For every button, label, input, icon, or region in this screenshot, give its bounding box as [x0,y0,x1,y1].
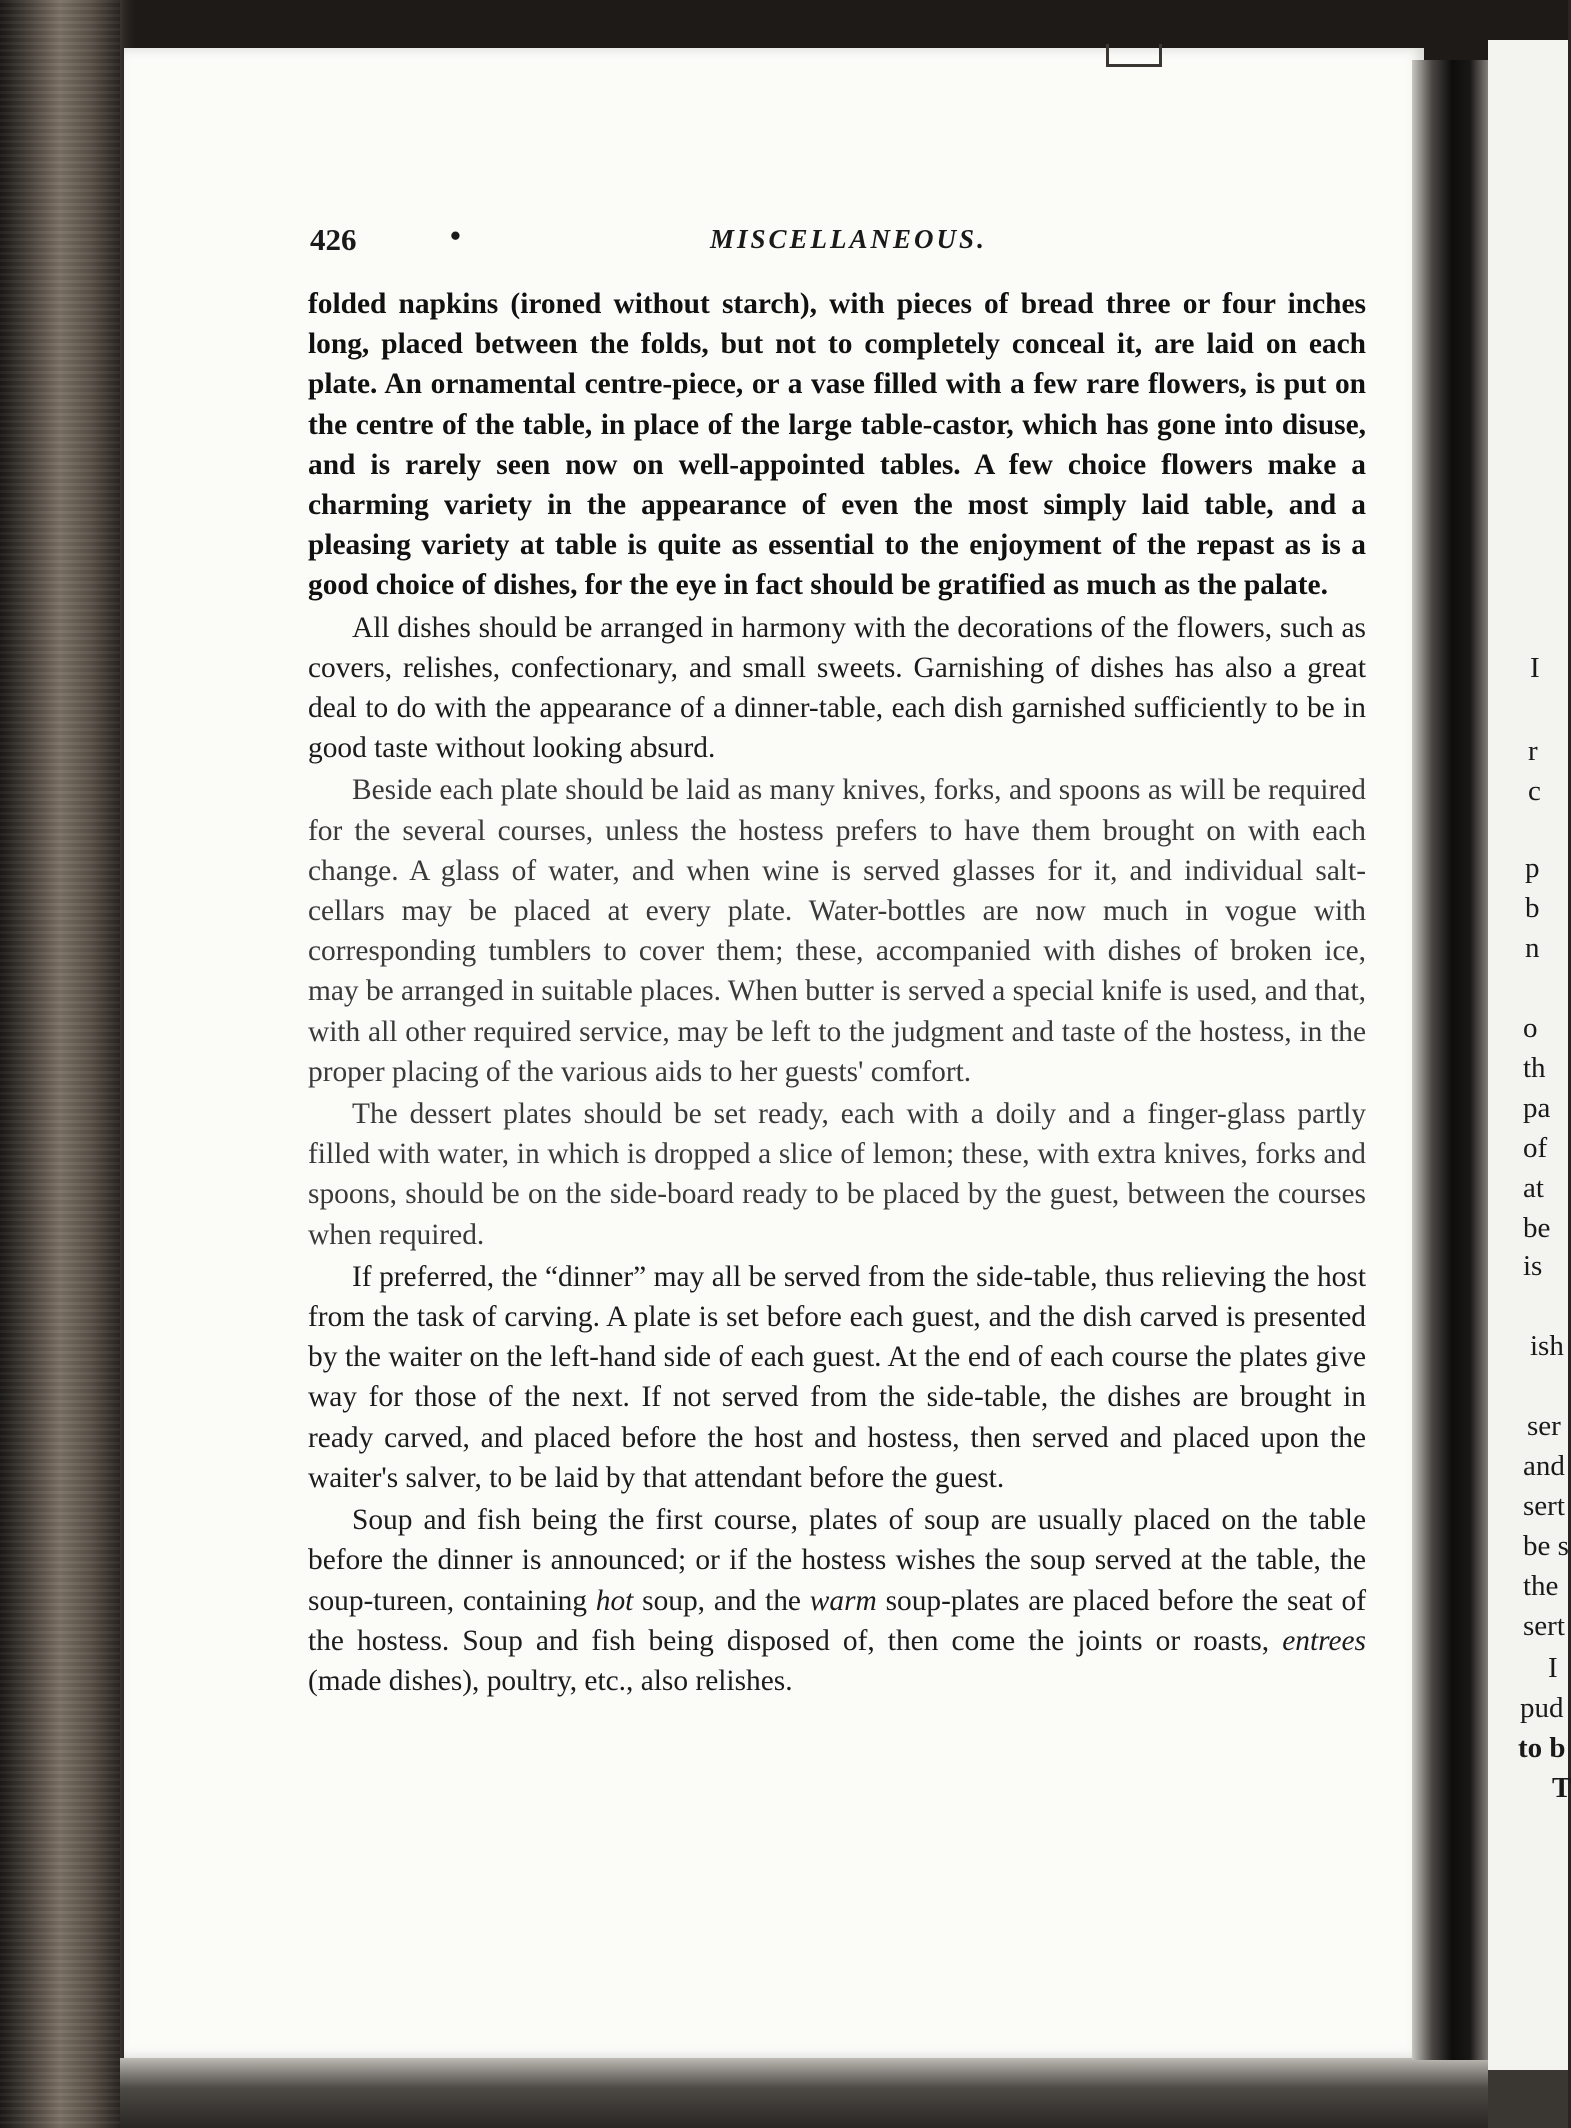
soup-text-part1: Soup and fish being the first course, plates of soup are usually placed on the table before the dinner is announced; or if the hostess wishes the soup served at the table, the soup-tureen, containing [308,1504,1366,1617]
page-bottom-shadow [120,2058,1490,2128]
paragraph-place-settings: Beside each plate should be laid as many knives, forks, and spoons as will be required for the several courses, unless the hostess prefers to have them brought on with each change. A glass of water, and when wine is served glasses for it, and individual salt-cellars may be placed at every plate. Water-bottles are now much in vogue with corresponding tumblers to cover them; these, accompanied with dishes of broken ice, may be arranged in suitable places. When butter is served a special knife is used, and that, with all other required service, may be left to the judgment and taste of the hostess, in the proper placing of the various aids to her guests' comfort. [308,774,1366,1088]
paragraph-side-table-service: If preferred, the “dinner” may all be served from the side-table, thus relieving the host from the task of carving. A plate is set before each guest, and the dish carved is presented by the waiter on the left-hand side of each guest. At the end of each course the plates give way for those of the next. If not served from the side-table, the dishes are brought in ready carved, and placed before the host and hostess, then served and placed upon the waiter's salver, to be laid by that attendant before the guest. [308,1260,1366,1494]
paragraph-soup-and-fish [308,1500,1366,1701]
soup-text-part3: soup-plates are placed before the seat of the hostess. Soup and fish being disposed of, then come the joints or roasts, [308,1584,1366,1657]
facing-page-fragment: is [1523,1250,1543,1282]
soup-text-part2: soup, and the [633,1584,810,1617]
running-head-dot: • [450,218,461,253]
facing-page-fragment: o [1523,1012,1538,1044]
page-top-tab-mark [1106,44,1162,67]
paragraph-dessert-plates: The dessert plates should be set ready, each with a doily and a finger-glass partly filled with water, in which is dropped a slice of lemon; these, with extra knives, forks and spoons, should be on the side-board ready to be placed by the guest, between the courses when required. [308,1098,1366,1251]
facing-page-fragment: b [1525,892,1540,924]
facing-page-fragment: c [1528,775,1541,807]
facing-page-fragment: and [1523,1450,1565,1482]
facing-page-fragment: sert [1523,1490,1565,1522]
page-number: 426 [310,222,357,257]
facing-page-fragment: T [1552,1772,1571,1804]
facing-page-fragment: I [1548,1652,1558,1684]
running-head [310,218,1370,262]
facing-page-fragment: pa [1523,1092,1551,1124]
facing-page-fragment: be s [1523,1530,1569,1562]
soup-text-warm: warm [809,1584,877,1617]
paragraph-dishes-arrangement: All dishes should be arranged in harmony with the decorations of the flowers, such as covers, relishes, confectionary, and small sweets. Garnishing of dishes has also a great deal to do with the appearance of a dinner-table, each dish garnished sufficiently to be in good taste without looking absurd. [308,611,1366,765]
soup-text-part4: (made dishes), poultry, etc., also relishes. [308,1664,793,1697]
facing-page-fragment: p [1525,852,1540,884]
facing-page-fragment: I [1530,652,1540,684]
facing-page-fragment: pud [1520,1692,1564,1724]
facing-page-fragment: be [1523,1212,1551,1244]
facing-page-fragment: n [1525,932,1540,964]
facing-page-fragment: ish [1530,1330,1564,1362]
soup-text-entrees: entrees [1282,1624,1366,1657]
section-title: MISCELLANEOUS. [710,224,987,254]
facing-page-fragment: ser [1527,1410,1561,1442]
facing-page-fragment: at [1523,1172,1544,1204]
facing-page-fragment: to b [1518,1732,1566,1764]
right-page-bottom-edge [1488,2070,1568,2128]
book-binding-edge [0,0,120,2128]
facing-page-fragment: sert [1523,1610,1565,1642]
facing-page-fragment: th [1523,1052,1546,1084]
book-gutter [1412,60,1490,2060]
facing-page-fragment: of [1523,1132,1548,1164]
soup-text-hot: hot [595,1584,634,1617]
page-body-text [308,284,1366,1703]
paragraph-napkins-centrepiece: folded napkins (ironed without starch), with pieces of bread three or four inches long, placed between the folds, but not to completely conceal it, are laid on each plate. An ornamental centre-piece, or a vase filled with a few rare flowers, is put on the centre of the table, in place of the large table-castor, which has gone into disuse, and is rarely seen now on well-appointed tables. A few choice flowers make a charming variety in the appearance of even the most simply laid table, and a pleasing variety at table is quite as essential to the enjoyment of the repast as is a good choice of dishes, for the eye in fact should be gratified as much as the palate. [308,288,1366,602]
facing-page-fragment: the [1523,1570,1559,1602]
facing-page-fragment: r [1528,735,1538,767]
